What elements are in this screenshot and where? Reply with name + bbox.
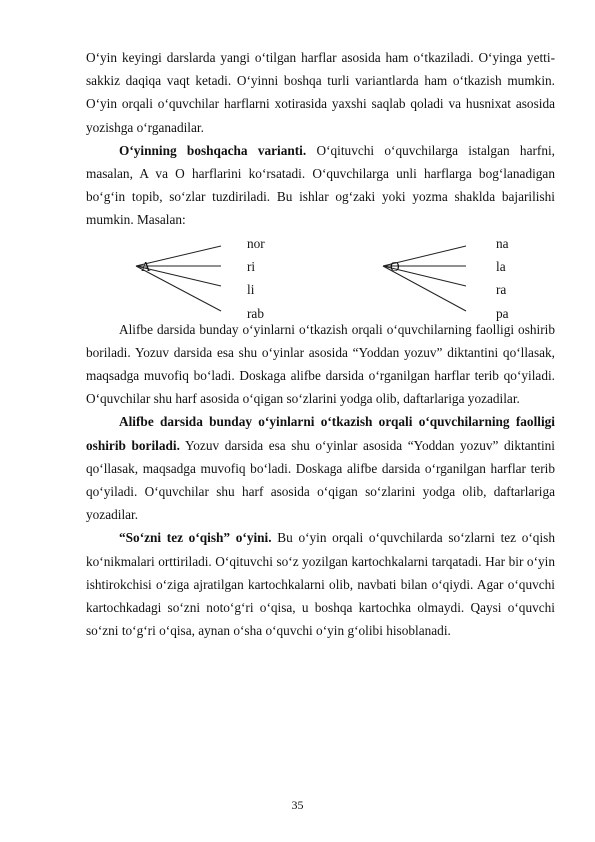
paragraph-5-text: Bu o‘yin orqali o‘quvchilarda so‘zlarni tez o‘qish ko‘nikmalari orttiriladi. O‘qituvchi so‘z yozilgan kartochkalarni tarqatadi. Har bir o‘yin ishtirokchisi o‘ziga ajratilgan kartochkalarni olib, navbati bilan o‘qiydi. Agar o‘quvchi kartochkadagi so‘zni noto‘g‘ri o‘qisa, u boshqa kartochka olmaydi. Qaysi o‘quvchi so‘zni to‘g‘ri o‘qisa, aynan o‘sha o‘quvchi o‘yin g‘olibi hisoblanadi.: [86, 530, 555, 639]
paragraph-2-heading: O‘yinning boshqacha varianti.: [119, 142, 307, 158]
paragraph-5-heading: “So‘zni tez o‘qish” o‘yini.: [119, 530, 272, 546]
diagram-letter-o: O: [390, 258, 400, 274]
diagram-word: na: [496, 235, 509, 251]
paragraph-4: [86, 410, 555, 526]
syllable-diagram: [86, 232, 555, 321]
paragraph-2-text: O‘qituvchi o‘quvchilarga istalgan harfni, masalan, A va O harflarini ko‘rsatadi. O‘quvchilarga unli harflarga bog‘lanadigan bo‘g‘in topib, so‘zlar tuzdiriladi. Bu ishlar og‘zaki yoki yozma shaklda bajarilishi mumkin. Masalan:: [86, 142, 555, 228]
diagram-word: pa: [496, 305, 509, 321]
diagram-lines: [86, 232, 555, 318]
diagram-word: ri: [247, 258, 256, 274]
diagram-word: ra: [496, 281, 507, 297]
paragraph-5: [86, 526, 555, 642]
diagram-word: nor: [247, 235, 265, 251]
page-number: 35: [291, 798, 304, 812]
diagram-word: rab: [247, 305, 264, 321]
diagram-letter-a: A: [141, 258, 151, 274]
paragraph-3: Alifbe darsida bunday o‘yinlarni o‘tkazish orqali o‘quvchilarning faolligi oshirib boriladi. Yozuv darsida esa shu o‘yinlar asosida “Yoddan yozuv” diktantini qo‘llasak, maqsadga muvofiq bo‘ladi. Doskaga alifbe darsida o‘rganilgan harflar terib qo‘yiladi. O‘quvchilar shu harf asosida o‘qigan so‘zlarini yodga olib, daftarlariga yozadilar.: [86, 321, 555, 407]
paragraph-2: [86, 139, 555, 232]
page-body: [86, 46, 555, 642]
diagram-word: li: [247, 281, 255, 297]
paragraph-4-heading: Alifbe darsida bunday o‘yinlarni o‘tkazish orqali o‘quvchilarning faolligi oshirib boriladi.: [86, 414, 555, 453]
diagram-word: la: [496, 258, 506, 274]
paragraph-4-text: Yozuv darsida esa shu o‘yinlar asosida “Yoddan yozuv” diktantini qo‘llasak, maqsadga muvofiq bo‘ladi. Doskaga alifbe darsida o‘rganilgan harflar terib qo‘yiladi. O‘quvchilar shu harf asosida o‘qigan so‘zlarini yodga olib, daftarlariga yozadilar.: [86, 437, 555, 523]
paragraph-1: O‘yin keyingi darslarda yangi o‘tilgan harflar asosida ham o‘tkaziladi. O‘yinga yetti-sakkiz daqiqa vaqt ketadi. O‘yinni boshqa turli variantlarda ham o‘tkazish mumkin. O‘yin orqali o‘quvchilar harflarni xotirasida yaxshi saqlab qoladi va husnixat asosida yozishga o‘rganadilar.: [86, 50, 555, 135]
